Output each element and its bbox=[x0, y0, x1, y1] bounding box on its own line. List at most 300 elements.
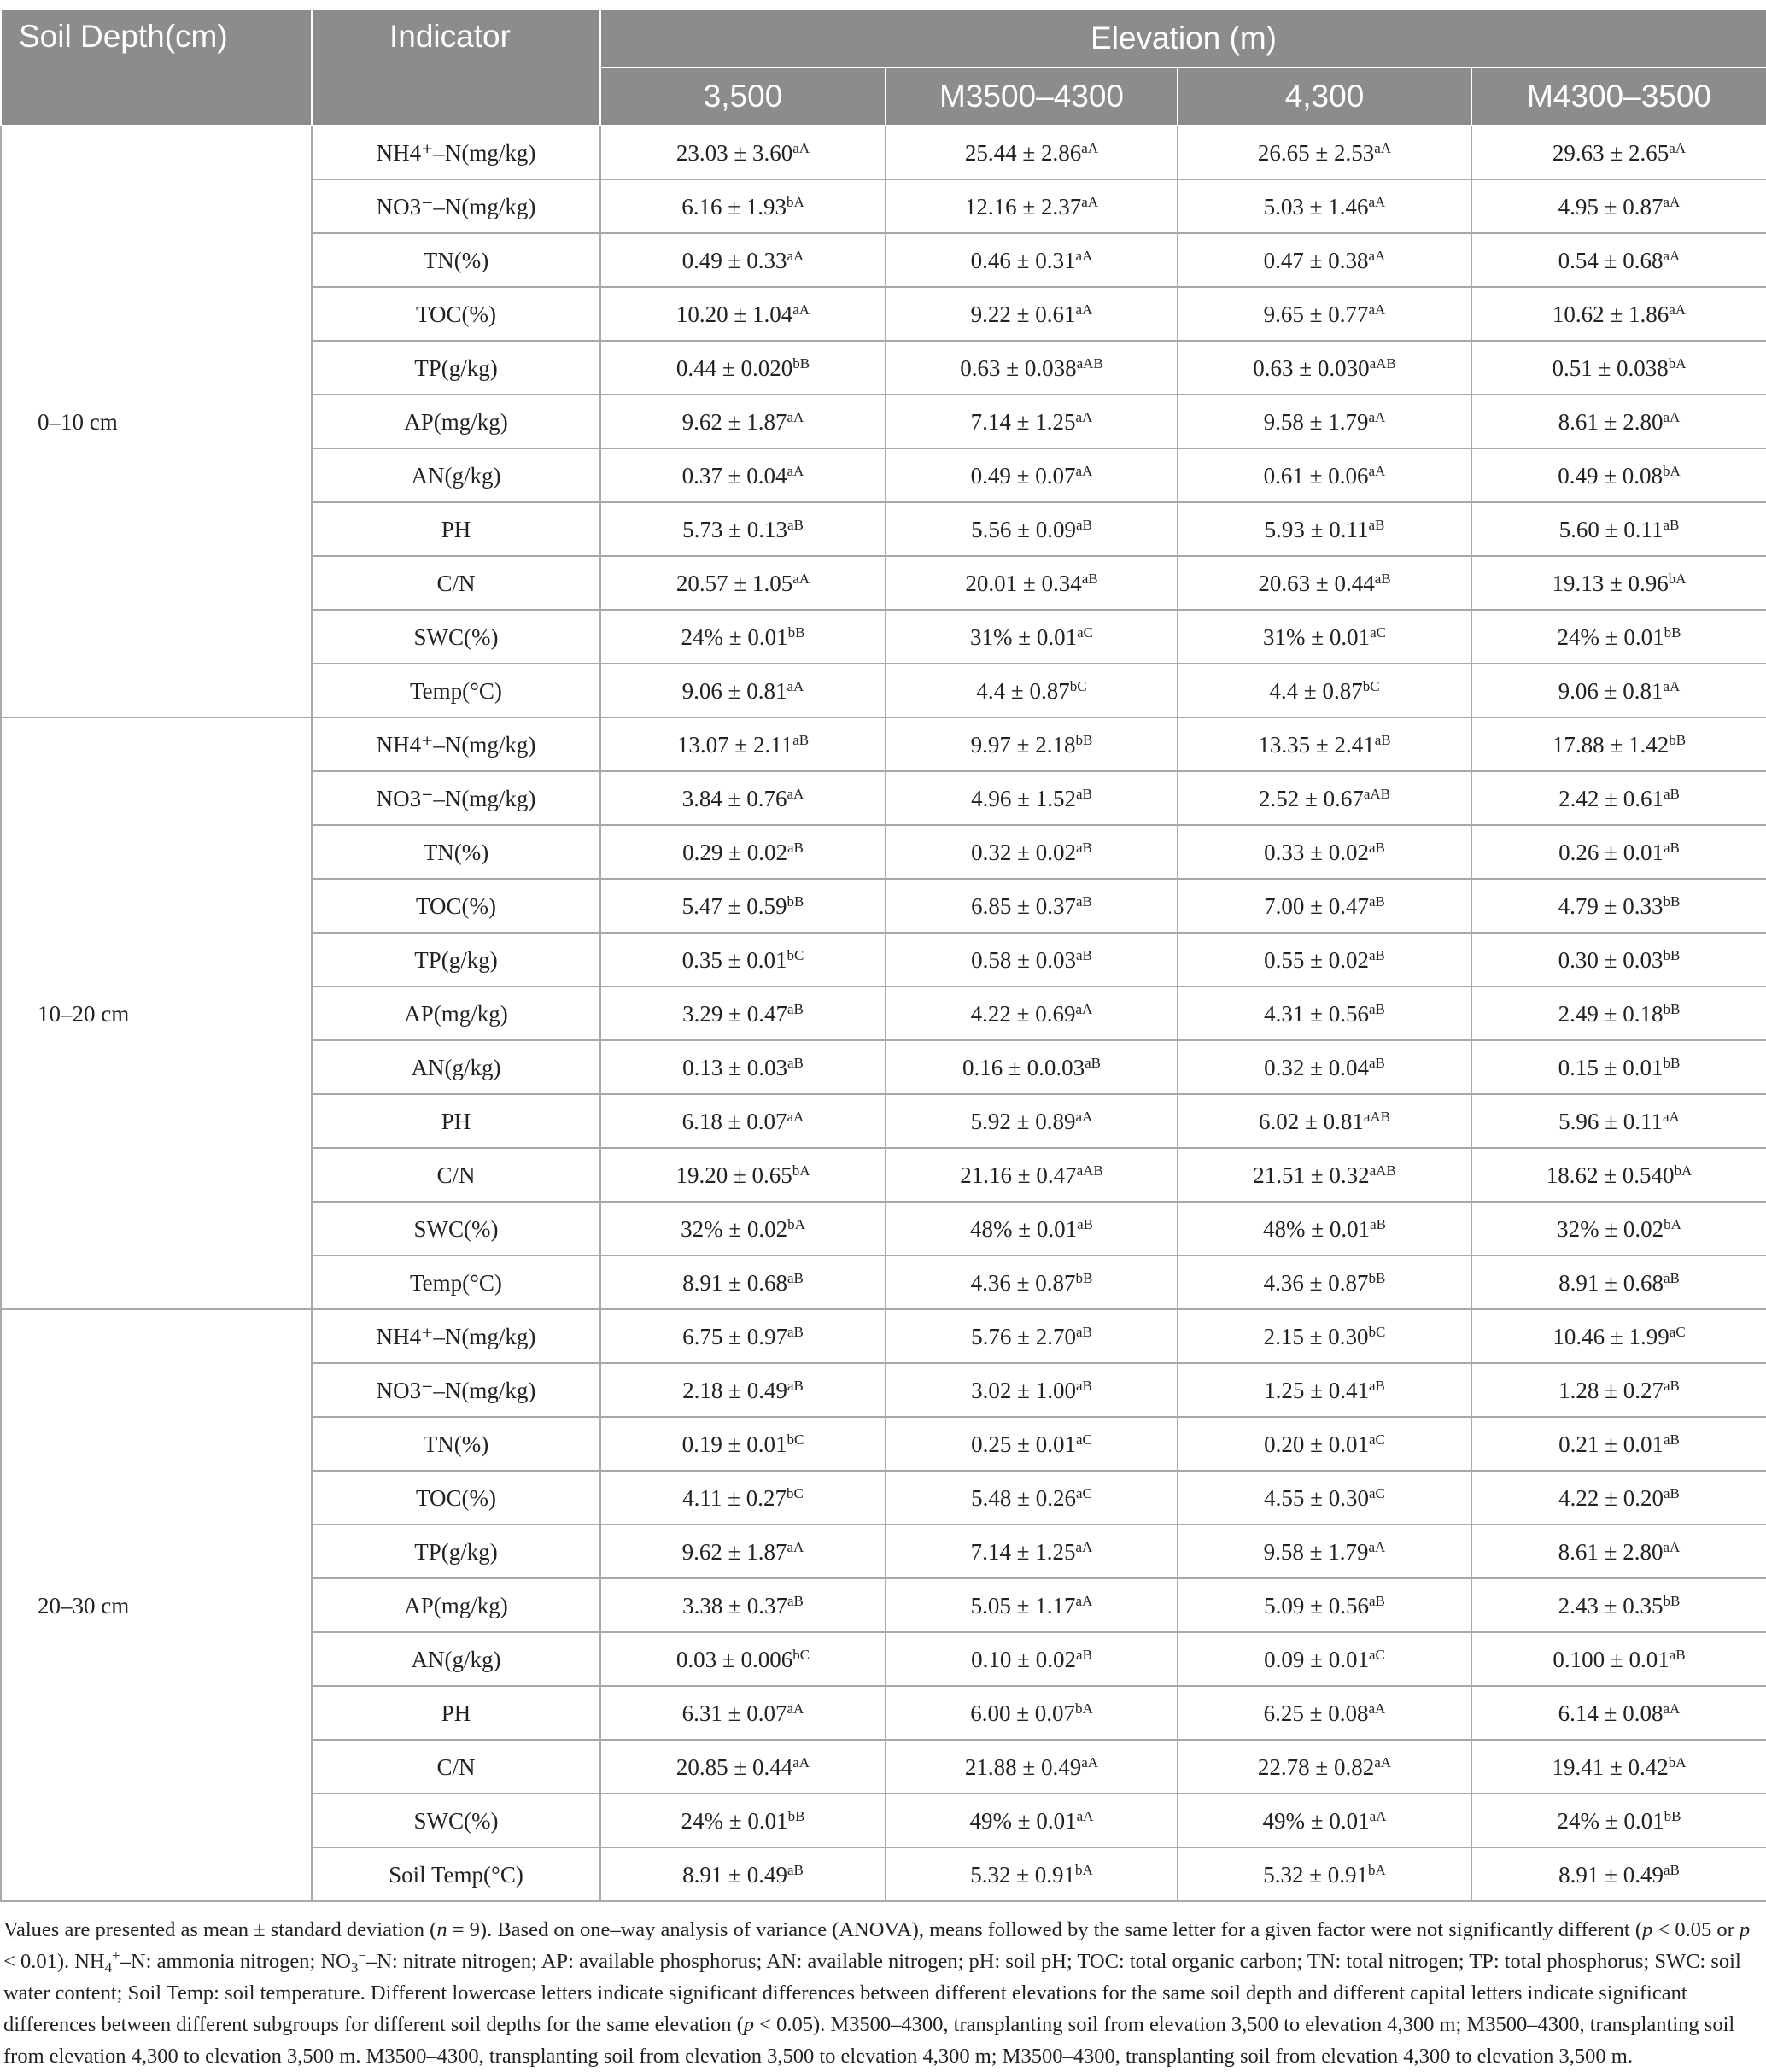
mean-sd-value: 20.63 ± 0.44 bbox=[1258, 570, 1375, 596]
value-cell bbox=[600, 1202, 886, 1255]
value-cell bbox=[886, 179, 1178, 233]
mean-sd-value: 3.38 ± 0.37 bbox=[682, 1592, 787, 1618]
value-cell bbox=[1178, 610, 1471, 664]
mean-sd-value: 9.65 ± 0.77 bbox=[1263, 301, 1369, 327]
value-cell bbox=[886, 717, 1178, 771]
significance-letters: aC bbox=[1669, 1323, 1686, 1340]
header-col-3500: 3,500 bbox=[600, 67, 886, 126]
value-cell bbox=[1471, 1040, 1766, 1094]
value-cell bbox=[1471, 610, 1766, 664]
significance-letters: aA bbox=[1075, 1000, 1093, 1017]
value-cell bbox=[1178, 879, 1471, 933]
significance-letters: aB bbox=[1075, 1323, 1092, 1340]
significance-letters: bB bbox=[1663, 946, 1681, 963]
significance-letters: aB bbox=[1368, 1377, 1385, 1394]
value-cell bbox=[600, 825, 886, 879]
footnote-text: = 9). Based on one–way analysis of variance (ANOVA), means followed by the same letter for a given factor were not significantly different ( bbox=[447, 1918, 1643, 1941]
value-cell bbox=[886, 556, 1178, 610]
significance-letters: aAB bbox=[1369, 1162, 1396, 1179]
value-cell bbox=[600, 395, 886, 448]
value-cell bbox=[886, 1309, 1178, 1363]
significance-letters: aA bbox=[1081, 139, 1099, 156]
mean-sd-value: 2.49 ± 0.18 bbox=[1558, 1000, 1664, 1027]
mean-sd-value: 0.100 ± 0.01 bbox=[1553, 1646, 1670, 1672]
indicator-cell: NO3⁻–N(mg/kg) bbox=[312, 771, 600, 825]
mean-sd-value: 48% ± 0.01 bbox=[1263, 1215, 1371, 1242]
value-cell bbox=[1178, 395, 1471, 448]
mean-sd-value: 9.58 ± 1.79 bbox=[1263, 1538, 1369, 1565]
significance-letters: aC bbox=[1077, 623, 1093, 641]
footnote-text: –N: nitrate nitrogen; AP: available phosphorus; AN: available nitrogen; pH: soil pH; TOC: total organic carbon; TN: total nitrogen; TP: total phosphorus; SWC: soil water content; Soil Temp: soil temperature. Different lowercase letters indicate significant differences between different elevations for the same soil depth and different capital letters indicate significant differences between different subgroups for different soil depths for the same elevation ( bbox=[3, 1950, 1741, 2036]
value-cell bbox=[886, 1578, 1178, 1632]
indicator-cell: TP(g/kg) bbox=[312, 1525, 600, 1578]
mean-sd-value: 17.88 ± 1.42 bbox=[1552, 731, 1670, 758]
value-cell bbox=[1471, 1525, 1766, 1578]
significance-letters: aB bbox=[1368, 1054, 1385, 1071]
mean-sd-value: 0.03 ± 0.006 bbox=[675, 1646, 793, 1672]
significance-letters: aA bbox=[1368, 193, 1386, 210]
value-cell bbox=[886, 1794, 1178, 1847]
significance-letters: aA bbox=[1369, 1807, 1387, 1824]
value-cell bbox=[600, 879, 886, 933]
footnote-italic-p: p bbox=[743, 2013, 754, 2036]
value-cell bbox=[600, 1363, 886, 1417]
mean-sd-value: 0.54 ± 0.68 bbox=[1558, 247, 1664, 273]
significance-letters: aA bbox=[1663, 1700, 1681, 1717]
significance-letters: aA bbox=[1075, 1108, 1093, 1125]
mean-sd-value: 8.91 ± 0.49 bbox=[682, 1861, 787, 1888]
value-cell bbox=[1178, 1686, 1471, 1740]
mean-sd-value: 0.46 ± 0.31 bbox=[970, 247, 1076, 273]
mean-sd-value: 8.91 ± 0.68 bbox=[1558, 1269, 1664, 1296]
mean-sd-value: 24% ± 0.01 bbox=[681, 1807, 788, 1834]
significance-letters: bB bbox=[787, 623, 805, 641]
significance-letters: aB bbox=[792, 731, 810, 748]
value-cell bbox=[600, 287, 886, 341]
mean-sd-value: 9.58 ± 1.79 bbox=[1263, 408, 1369, 435]
significance-letters: bA bbox=[1368, 1861, 1386, 1878]
indicator-cell: PH bbox=[312, 1094, 600, 1148]
significance-letters: aAB bbox=[1363, 1108, 1390, 1125]
mean-sd-value: 5.56 ± 0.09 bbox=[971, 516, 1076, 542]
value-cell bbox=[1178, 933, 1471, 986]
significance-letters: aC bbox=[1368, 1484, 1385, 1501]
table-header bbox=[1, 9, 1766, 126]
mean-sd-value: 0.44 ± 0.020 bbox=[675, 354, 793, 381]
value-cell bbox=[886, 1148, 1178, 1202]
mean-sd-value: 2.15 ± 0.30 bbox=[1263, 1323, 1369, 1349]
mean-sd-value: 32% ± 0.02 bbox=[1557, 1215, 1664, 1242]
footnote-text: –N: ammonia nitrogen; NO bbox=[120, 1950, 351, 1973]
significance-letters: bB bbox=[787, 893, 804, 910]
value-cell bbox=[886, 395, 1178, 448]
value-cell bbox=[886, 1525, 1178, 1578]
value-cell bbox=[1471, 502, 1766, 556]
indicator-cell: SWC(%) bbox=[312, 1202, 600, 1255]
value-cell bbox=[886, 1255, 1178, 1309]
significance-letters: aB bbox=[1075, 893, 1092, 910]
value-cell bbox=[600, 1417, 886, 1471]
mean-sd-value: 9.97 ± 2.18 bbox=[970, 731, 1076, 758]
mean-sd-value: 22.78 ± 0.82 bbox=[1257, 1753, 1375, 1780]
significance-letters: aA bbox=[1075, 247, 1093, 264]
significance-letters: aC bbox=[1370, 623, 1386, 641]
significance-letters: aA bbox=[1368, 462, 1386, 479]
significance-letters: aA bbox=[787, 1700, 804, 1717]
mean-sd-value: 0.63 ± 0.038 bbox=[960, 354, 1077, 381]
significance-letters: aAB bbox=[1363, 785, 1390, 802]
indicator-cell: PH bbox=[312, 1686, 600, 1740]
mean-sd-value: 5.96 ± 0.11 bbox=[1558, 1108, 1663, 1134]
mean-sd-value: 5.76 ± 2.70 bbox=[971, 1323, 1076, 1349]
mean-sd-value: 0.16 ± 0.0.03 bbox=[962, 1054, 1085, 1080]
mean-sd-value: 48% ± 0.01 bbox=[970, 1215, 1078, 1242]
mean-sd-value: 4.79 ± 0.33 bbox=[1558, 893, 1664, 919]
mean-sd-value: 0.30 ± 0.03 bbox=[1558, 946, 1664, 973]
mean-sd-value: 0.33 ± 0.02 bbox=[1264, 839, 1369, 865]
significance-letters: bA bbox=[792, 1162, 810, 1179]
mean-sd-value: 25.44 ± 2.86 bbox=[964, 139, 1082, 166]
significance-letters: aB bbox=[787, 1054, 804, 1071]
value-cell bbox=[1471, 233, 1766, 287]
value-cell bbox=[1178, 1847, 1471, 1901]
mean-sd-value: 7.00 ± 0.47 bbox=[1264, 893, 1369, 919]
significance-letters: aAB bbox=[1076, 1162, 1103, 1179]
mean-sd-value: 21.51 ± 0.32 bbox=[1253, 1162, 1370, 1188]
value-cell bbox=[1178, 1309, 1471, 1363]
mean-sd-value: 6.02 ± 0.81 bbox=[1259, 1108, 1364, 1134]
significance-letters: aA bbox=[787, 462, 804, 479]
significance-letters: aA bbox=[1663, 677, 1681, 694]
significance-letters: bC bbox=[792, 1646, 810, 1663]
significance-letters: aA bbox=[1075, 1592, 1093, 1609]
mean-sd-value: 0.20 ± 0.01 bbox=[1264, 1431, 1369, 1457]
significance-letters: aA bbox=[787, 1538, 804, 1555]
mean-sd-value: 9.22 ± 0.61 bbox=[970, 301, 1076, 327]
significance-letters: aB bbox=[1663, 1431, 1680, 1448]
mean-sd-value: 13.07 ± 2.11 bbox=[676, 731, 793, 758]
mean-sd-value: 19.41 ± 0.42 bbox=[1552, 1753, 1669, 1780]
value-cell bbox=[886, 771, 1178, 825]
value-cell bbox=[1178, 502, 1471, 556]
significance-letters: aA bbox=[1081, 1753, 1099, 1771]
value-cell bbox=[886, 341, 1178, 395]
value-cell bbox=[600, 771, 886, 825]
footnote-text: < 0.05 or bbox=[1652, 1918, 1740, 1941]
indicator-cell: C/N bbox=[312, 1740, 600, 1794]
significance-letters: aA bbox=[1663, 1538, 1681, 1555]
mean-sd-value: 20.01 ± 0.34 bbox=[965, 570, 1082, 596]
indicator-cell: Temp(°C) bbox=[312, 1255, 600, 1309]
significance-letters: bB bbox=[787, 1807, 805, 1824]
mean-sd-value: 49% ± 0.01 bbox=[1262, 1807, 1370, 1834]
mean-sd-value: 0.61 ± 0.06 bbox=[1263, 462, 1369, 489]
mean-sd-value: 21.88 ± 0.49 bbox=[964, 1753, 1082, 1780]
mean-sd-value: 6.85 ± 0.37 bbox=[971, 893, 1076, 919]
value-cell bbox=[600, 126, 886, 179]
significance-letters: bA bbox=[787, 1215, 805, 1232]
mean-sd-value: 5.93 ± 0.11 bbox=[1264, 516, 1369, 542]
mean-sd-value: 19.20 ± 0.65 bbox=[675, 1162, 792, 1188]
significance-letters: aA bbox=[1368, 408, 1386, 425]
significance-letters: aA bbox=[1669, 139, 1687, 156]
significance-letters: aA bbox=[1368, 1700, 1386, 1717]
mean-sd-value: 31% ± 0.01 bbox=[970, 623, 1078, 650]
indicator-cell: PH bbox=[312, 502, 600, 556]
mean-sd-value: 5.60 ± 0.11 bbox=[1558, 516, 1664, 542]
mean-sd-value: 0.51 ± 0.038 bbox=[1552, 354, 1669, 381]
value-cell bbox=[1178, 986, 1471, 1040]
header-col-4300: 4,300 bbox=[1178, 67, 1471, 126]
mean-sd-value: 0.13 ± 0.03 bbox=[682, 1054, 787, 1080]
indicator-cell: Temp(°C) bbox=[312, 664, 600, 717]
mean-sd-value: 6.16 ± 1.93 bbox=[681, 193, 787, 219]
value-cell bbox=[1471, 341, 1766, 395]
value-cell bbox=[600, 1148, 886, 1202]
mean-sd-value: 24% ± 0.01 bbox=[1557, 623, 1664, 650]
value-cell bbox=[1471, 556, 1766, 610]
mean-sd-value: 5.09 ± 0.56 bbox=[1264, 1592, 1369, 1618]
indicator-cell: TOC(%) bbox=[312, 879, 600, 933]
value-cell bbox=[886, 448, 1178, 502]
significance-letters: bB bbox=[1669, 731, 1687, 748]
mean-sd-value: 8.91 ± 0.49 bbox=[1558, 1861, 1664, 1888]
value-cell bbox=[1471, 986, 1766, 1040]
value-cell bbox=[886, 1740, 1178, 1794]
value-cell bbox=[1471, 1148, 1766, 1202]
header-col-m3500-4300: M3500–4300 bbox=[886, 67, 1178, 126]
value-cell bbox=[1178, 1417, 1471, 1471]
mean-sd-value: 4.96 ± 1.52 bbox=[971, 785, 1076, 811]
mean-sd-value: 0.49 ± 0.33 bbox=[681, 247, 787, 273]
indicator-cell: NO3⁻–N(mg/kg) bbox=[312, 179, 600, 233]
significance-letters: aA bbox=[1374, 139, 1392, 156]
mean-sd-value: 0.32 ± 0.02 bbox=[971, 839, 1076, 865]
significance-letters: bB bbox=[792, 354, 810, 372]
mean-sd-value: 0.35 ± 0.01 bbox=[681, 946, 787, 973]
footnote-superscript: + bbox=[112, 1947, 120, 1964]
mean-sd-value: 3.29 ± 0.47 bbox=[682, 1000, 787, 1027]
significance-letters: bA bbox=[1664, 1215, 1681, 1232]
mean-sd-value: 24% ± 0.01 bbox=[1557, 1807, 1664, 1834]
mean-sd-value: 0.63 ± 0.030 bbox=[1253, 354, 1370, 381]
significance-letters: aB bbox=[1669, 1646, 1686, 1663]
value-cell bbox=[886, 233, 1178, 287]
value-cell bbox=[600, 1525, 886, 1578]
value-cell bbox=[886, 986, 1178, 1040]
mean-sd-value: 7.14 ± 1.25 bbox=[970, 1538, 1076, 1565]
significance-letters: aA bbox=[792, 301, 810, 318]
mean-sd-value: 4.22 ± 0.69 bbox=[970, 1000, 1076, 1027]
value-cell bbox=[1178, 1363, 1471, 1417]
mean-sd-value: 8.61 ± 2.80 bbox=[1558, 408, 1664, 435]
significance-letters: aB bbox=[1085, 1054, 1101, 1071]
value-cell bbox=[1178, 287, 1471, 341]
value-cell bbox=[600, 717, 886, 771]
significance-letters: aB bbox=[1075, 946, 1092, 963]
significance-letters: aB bbox=[787, 516, 804, 533]
value-cell bbox=[1178, 1740, 1471, 1794]
value-cell bbox=[600, 1255, 886, 1309]
mean-sd-value: 24% ± 0.01 bbox=[681, 623, 788, 650]
mean-sd-value: 21.16 ± 0.47 bbox=[960, 1162, 1077, 1188]
significance-letters: aC bbox=[1368, 1431, 1385, 1448]
mean-sd-value: 3.84 ± 0.76 bbox=[681, 785, 787, 811]
significance-letters: aB bbox=[1368, 839, 1385, 856]
significance-letters: aB bbox=[1663, 785, 1680, 802]
significance-letters: bA bbox=[1075, 1861, 1093, 1878]
significance-letters: bA bbox=[1075, 1700, 1093, 1717]
significance-letters: aB bbox=[787, 1377, 804, 1394]
significance-letters: aA bbox=[1368, 1538, 1386, 1555]
significance-letters: aA bbox=[787, 408, 804, 425]
mean-sd-value: 8.91 ± 0.68 bbox=[682, 1269, 787, 1296]
value-cell bbox=[886, 1040, 1178, 1094]
value-cell bbox=[1178, 1794, 1471, 1847]
indicator-cell: TP(g/kg) bbox=[312, 933, 600, 986]
mean-sd-value: 7.14 ± 1.25 bbox=[970, 408, 1076, 435]
footnote-text: < 0.01). NH bbox=[3, 1950, 105, 1973]
value-cell bbox=[600, 179, 886, 233]
value-cell bbox=[1471, 287, 1766, 341]
value-cell bbox=[1471, 1363, 1766, 1417]
header-elevation: Elevation (m) bbox=[600, 9, 1766, 67]
significance-letters: aB bbox=[1368, 1592, 1385, 1609]
significance-letters: aA bbox=[1663, 193, 1681, 210]
indicator-cell: TN(%) bbox=[312, 1417, 600, 1471]
significance-letters: aB bbox=[1368, 946, 1385, 963]
mean-sd-value: 1.25 ± 0.41 bbox=[1264, 1377, 1369, 1403]
mean-sd-value: 29.63 ± 2.65 bbox=[1552, 139, 1670, 166]
mean-sd-value: 0.25 ± 0.01 bbox=[971, 1431, 1076, 1457]
mean-sd-value: 0.37 ± 0.04 bbox=[681, 462, 787, 489]
header-col-m4300-3500: M4300–3500 bbox=[1471, 67, 1766, 126]
value-cell bbox=[1178, 1148, 1471, 1202]
significance-letters: bC bbox=[786, 1484, 804, 1501]
significance-letters: bB bbox=[1663, 1000, 1681, 1017]
footnote-italic-p: p bbox=[1642, 1918, 1653, 1941]
significance-letters: aB bbox=[1075, 785, 1092, 802]
significance-letters: bB bbox=[1664, 623, 1681, 641]
significance-letters: aA bbox=[1374, 1753, 1392, 1771]
value-cell bbox=[1471, 1094, 1766, 1148]
value-cell bbox=[886, 825, 1178, 879]
value-cell bbox=[886, 664, 1178, 717]
significance-letters: bC bbox=[1069, 677, 1087, 694]
mean-sd-value: 2.42 ± 0.61 bbox=[1558, 785, 1664, 811]
mean-sd-value: 4.4 ± 0.87 bbox=[976, 677, 1070, 704]
mean-sd-value: 49% ± 0.01 bbox=[969, 1807, 1077, 1834]
mean-sd-value: 6.18 ± 0.07 bbox=[681, 1108, 787, 1134]
indicator-cell: NH4⁺–N(mg/kg) bbox=[312, 126, 600, 179]
mean-sd-value: 1.28 ± 0.27 bbox=[1558, 1377, 1664, 1403]
footnote-subscript: 4 bbox=[104, 1959, 113, 1975]
mean-sd-value: 4.22 ± 0.20 bbox=[1558, 1484, 1664, 1511]
significance-letters: aB bbox=[1374, 570, 1391, 587]
value-cell bbox=[1471, 771, 1766, 825]
significance-letters: aA bbox=[1663, 247, 1681, 264]
mean-sd-value: 0.49 ± 0.07 bbox=[970, 462, 1076, 489]
mean-sd-value: 0.15 ± 0.01 bbox=[1558, 1054, 1664, 1080]
mean-sd-value: 0.09 ± 0.01 bbox=[1264, 1646, 1369, 1672]
value-cell bbox=[1471, 933, 1766, 986]
mean-sd-value: 19.13 ± 0.96 bbox=[1552, 570, 1669, 596]
value-cell bbox=[1471, 1255, 1766, 1309]
footnote-italic-p: p bbox=[1739, 1918, 1751, 1941]
mean-sd-value: 4.95 ± 0.87 bbox=[1558, 193, 1664, 219]
value-cell bbox=[1178, 1471, 1471, 1525]
value-cell bbox=[1471, 664, 1766, 717]
significance-letters: aB bbox=[1368, 893, 1385, 910]
significance-letters: aB bbox=[787, 1269, 804, 1286]
significance-letters: aA bbox=[792, 139, 810, 156]
significance-letters: aA bbox=[1368, 301, 1386, 318]
mean-sd-value: 0.55 ± 0.02 bbox=[1264, 946, 1369, 973]
value-cell bbox=[600, 610, 886, 664]
mean-sd-value: 2.52 ± 0.67 bbox=[1259, 785, 1364, 811]
mean-sd-value: 31% ± 0.01 bbox=[1263, 623, 1371, 650]
mean-sd-value: 18.62 ± 0.540 bbox=[1546, 1162, 1675, 1188]
mean-sd-value: 32% ± 0.02 bbox=[681, 1215, 788, 1242]
footnote-text: < 0.05). M3500–4300, transplanting soil from elevation 3,500 to elevation 4,300 m; M3500–4300, transplanting soil from elevation 4,300 to elevation 3,500 m. M3500–4300, transplanting soil from elevation 3,500 to elevation 4,300 m; M3500–4300, transplanting soil from elevation 4,300 to elevation 3,500 m. bbox=[3, 2013, 1735, 2068]
significance-letters: aB bbox=[1663, 1861, 1680, 1878]
value-cell bbox=[1471, 1578, 1766, 1632]
table-row bbox=[1, 1309, 1766, 1363]
soil-properties-table bbox=[0, 9, 1766, 1902]
significance-letters: aB bbox=[787, 1592, 804, 1609]
significance-letters: bB bbox=[1664, 1807, 1681, 1824]
value-cell bbox=[1471, 179, 1766, 233]
mean-sd-value: 9.62 ± 1.87 bbox=[681, 408, 787, 435]
indicator-cell: SWC(%) bbox=[312, 1794, 600, 1847]
table-row bbox=[1, 126, 1766, 179]
significance-letters: aC bbox=[1075, 1484, 1092, 1501]
significance-letters: aC bbox=[1368, 1646, 1385, 1663]
value-cell bbox=[1178, 1578, 1471, 1632]
value-cell bbox=[1471, 1417, 1766, 1471]
soil-depth-cell: 20–30 cm bbox=[1, 1309, 312, 1901]
value-cell bbox=[600, 1632, 886, 1686]
value-cell bbox=[886, 879, 1178, 933]
mean-sd-value: 6.75 ± 0.97 bbox=[682, 1323, 787, 1349]
significance-letters: aA bbox=[792, 1753, 810, 1771]
value-cell bbox=[886, 1417, 1178, 1471]
value-cell bbox=[1471, 1471, 1766, 1525]
value-cell bbox=[886, 933, 1178, 986]
value-cell bbox=[600, 933, 886, 986]
significance-letters: aA bbox=[1076, 1807, 1094, 1824]
indicator-cell: NH4⁺–N(mg/kg) bbox=[312, 717, 600, 771]
value-cell bbox=[1471, 1686, 1766, 1740]
significance-letters: aB bbox=[1663, 839, 1680, 856]
table-body bbox=[1, 126, 1766, 1901]
value-cell bbox=[1471, 395, 1766, 448]
value-cell bbox=[600, 1686, 886, 1740]
significance-letters: bB bbox=[1663, 1054, 1681, 1071]
value-cell bbox=[600, 1847, 886, 1901]
indicator-cell: AP(mg/kg) bbox=[312, 1578, 600, 1632]
significance-letters: aA bbox=[1368, 247, 1386, 264]
significance-letters: bA bbox=[1668, 570, 1687, 587]
significance-letters: aA bbox=[1075, 1538, 1093, 1555]
value-cell bbox=[1178, 1094, 1471, 1148]
significance-letters: bA bbox=[1668, 1753, 1687, 1771]
value-cell bbox=[886, 126, 1178, 179]
value-cell bbox=[1178, 1632, 1471, 1686]
significance-letters: aA bbox=[787, 677, 804, 694]
significance-letters: aA bbox=[787, 1108, 804, 1125]
mean-sd-value: 12.16 ± 2.37 bbox=[964, 193, 1082, 219]
